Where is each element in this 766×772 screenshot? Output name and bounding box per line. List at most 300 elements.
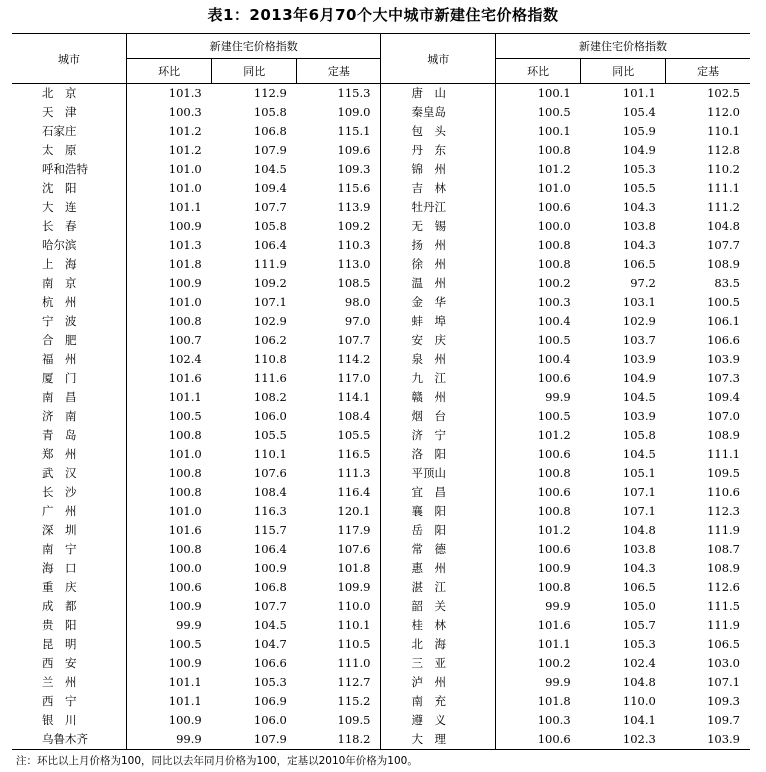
left-yoy-cell: 102.9 [253,314,287,328]
left-yoy-cell: 107.7 [253,200,287,214]
right-mom-cell: 101.2 [496,521,581,540]
left-yoy-cell: 105.5 [253,428,287,442]
left-mom-cell: 100.8 [127,483,212,502]
left-city-cell: 南 昌 [42,390,77,404]
right-city-cell: 泉 州 [381,350,496,369]
right-mom-cell: 100.6 [496,445,581,464]
table-row [12,445,750,464]
left-mom-cell: 101.3 [127,236,212,255]
header-city-right: 城市 [381,34,496,84]
left-base-cell: 111.0 [337,656,371,670]
left-yoy-cell: 107.7 [253,599,287,613]
right-city-cell: 丹 东 [381,141,496,160]
right-mom-cell: 100.8 [496,255,581,274]
right-yoy-cell: 103.9 [622,409,656,423]
left-city-cell: 昆 明 [42,637,77,651]
right-city-cell: 烟 台 [381,407,496,426]
left-yoy-cell: 106.4 [253,238,287,252]
table-row [12,350,750,369]
table-row [12,711,750,730]
table-row [12,616,750,635]
right-city-cell: 遵 义 [381,711,496,730]
left-yoy-cell: 107.9 [212,730,297,750]
right-mom-cell: 101.0 [496,179,581,198]
right-yoy-cell: 104.3 [622,561,656,575]
left-mom-cell: 100.5 [127,407,212,426]
left-base-cell: 110.0 [337,599,371,613]
right-base-cell: 108.7 [707,542,740,556]
table-row [12,559,750,578]
left-base-cell: 115.2 [337,694,371,708]
right-mom-cell: 100.5 [496,103,581,122]
left-base-cell: 118.2 [297,730,381,750]
right-base-cell: 106.6 [707,333,740,347]
right-city-cell: 九 江 [381,369,496,388]
left-yoy-cell: 104.5 [253,618,287,632]
left-mom-cell: 100.8 [127,464,212,483]
right-base-cell: 112.8 [707,143,740,157]
right-mom-cell: 100.3 [496,711,581,730]
left-city-cell: 西 安 [42,656,77,670]
left-yoy-cell: 115.7 [253,523,287,537]
left-yoy-cell: 112.9 [253,86,287,100]
right-city-cell: 南 充 [381,692,496,711]
left-city-cell: 南 京 [42,276,77,290]
left-base-cell: 113.0 [337,257,371,271]
left-yoy-cell: 111.9 [253,257,287,271]
right-base-cell: 110.1 [707,124,740,138]
right-mom-cell: 100.4 [496,350,581,369]
left-city-cell: 贵 阳 [42,618,77,632]
left-base-cell: 101.8 [337,561,371,575]
left-mom-cell: 101.1 [127,198,212,217]
header-city-left: 城市 [12,34,127,84]
right-base-cell: 111.1 [707,447,740,461]
right-base-cell: 108.9 [707,257,740,271]
left-mom-cell: 100.6 [127,578,212,597]
right-base-cell: 109.5 [707,466,740,480]
right-city-cell: 锦 州 [381,160,496,179]
left-yoy-cell: 108.2 [253,390,287,404]
left-base-cell: 120.1 [337,504,371,518]
left-yoy-cell: 106.4 [253,542,287,556]
header-mom-right: 环比 [496,59,581,84]
left-city-cell: 武 汉 [42,466,77,480]
right-base-cell: 103.0 [707,656,740,670]
right-mom-cell: 101.1 [496,635,581,654]
right-city-cell: 牡丹江 [381,198,496,217]
right-city-cell: 襄 阳 [381,502,496,521]
right-yoy-cell: 104.5 [622,447,656,461]
left-yoy-cell: 105.8 [253,219,287,233]
header-mom-left: 环比 [127,59,212,84]
right-yoy-cell: 104.3 [622,200,656,214]
right-base-cell: 108.9 [707,561,740,575]
header-yoy-left: 同比 [212,59,297,84]
left-mom-cell: 100.5 [127,635,212,654]
price-index-table [12,33,750,750]
right-city-cell: 岳 阳 [381,521,496,540]
left-base-cell: 108.4 [337,409,371,423]
left-mom-cell: 101.2 [127,122,212,141]
right-city-cell: 桂 林 [381,616,496,635]
left-city-cell: 青 岛 [42,428,77,442]
left-city-cell: 沈 阳 [42,181,77,195]
table-row [12,198,750,217]
right-city-cell: 洛 阳 [381,445,496,464]
left-base-cell: 110.3 [337,238,371,252]
right-mom-cell: 100.8 [496,236,581,255]
left-mom-cell: 101.3 [127,84,212,104]
left-base-cell: 107.6 [337,542,371,556]
right-mom-cell: 100.1 [496,84,581,104]
table-row [12,635,750,654]
right-mom-cell: 100.6 [496,369,581,388]
left-base-cell: 98.0 [344,295,371,309]
right-mom-cell: 100.8 [496,578,581,597]
left-base-cell: 107.7 [337,333,371,347]
table-row [12,464,750,483]
header-base-right: 定基 [666,59,750,84]
left-city-cell: 乌鲁木齐 [12,730,127,750]
left-mom-cell: 100.0 [127,559,212,578]
left-base-cell: 116.4 [337,485,371,499]
left-city-cell: 宁 波 [42,314,77,328]
left-city-cell: 济 南 [42,409,77,423]
left-base-cell: 109.9 [337,580,371,594]
right-yoy-cell: 104.3 [622,238,656,252]
right-yoy-cell: 104.8 [622,523,656,537]
left-base-cell: 108.5 [337,276,371,290]
left-base-cell: 114.2 [337,352,371,366]
right-mom-cell: 99.9 [496,388,581,407]
left-yoy-cell: 106.0 [253,713,287,727]
right-yoy-cell: 104.8 [622,675,656,689]
right-base-cell: 107.0 [707,409,740,423]
table-row [12,236,750,255]
left-mom-cell: 100.8 [127,312,212,331]
right-base-cell: 106.1 [707,314,740,328]
right-city-cell: 金 华 [381,293,496,312]
right-base-cell: 111.9 [707,618,740,632]
right-city-cell: 济 宁 [381,426,496,445]
left-yoy-cell: 106.8 [253,124,287,138]
left-mom-cell: 101.0 [127,502,212,521]
right-city-cell: 韶 关 [381,597,496,616]
left-mom-cell: 100.3 [127,103,212,122]
left-base-cell: 113.9 [337,200,371,214]
right-city-cell: 湛 江 [381,578,496,597]
right-city-cell: 吉 林 [381,179,496,198]
header-yoy-right: 同比 [581,59,666,84]
table-row [12,521,750,540]
right-yoy-cell: 101.1 [622,86,656,100]
table-row [12,692,750,711]
table-row [12,84,750,104]
right-yoy-cell: 105.3 [622,162,656,176]
right-city-cell: 徐 州 [381,255,496,274]
right-mom-cell: 100.6 [496,198,581,217]
right-city-cell: 赣 州 [381,388,496,407]
left-yoy-cell: 116.3 [253,504,287,518]
left-yoy-cell: 104.7 [253,637,287,651]
right-mom-cell: 100.6 [496,540,581,559]
left-mom-cell: 101.1 [127,692,212,711]
left-city-cell: 太 原 [42,143,77,157]
right-base-cell: 107.7 [707,238,740,252]
left-city-cell: 哈尔滨 [42,238,77,252]
right-mom-cell: 100.2 [496,654,581,673]
left-mom-cell: 101.6 [127,369,212,388]
header-group-left: 新建住宅价格指数 [127,34,381,59]
right-yoy-cell: 104.9 [622,371,656,385]
right-yoy-cell: 105.3 [622,637,656,651]
table-row [12,483,750,502]
right-base-cell: 100.5 [707,295,740,309]
left-mom-cell: 101.1 [127,673,212,692]
right-yoy-cell: 103.9 [622,352,656,366]
left-city-cell: 海 口 [42,561,77,575]
left-city-cell: 杭 州 [42,295,77,309]
table-row [12,654,750,673]
table-row [12,331,750,350]
left-city-cell: 深 圳 [42,523,77,537]
right-city-cell: 唐 山 [381,84,496,104]
left-base-cell: 110.5 [337,637,371,651]
right-base-cell: 104.8 [707,219,740,233]
left-yoy-cell: 107.1 [253,295,287,309]
right-base-cell: 102.5 [707,86,740,100]
right-city-cell: 泸 州 [381,673,496,692]
left-yoy-cell: 106.6 [253,656,287,670]
left-mom-cell: 101.6 [127,521,212,540]
right-yoy-cell: 107.1 [622,504,656,518]
left-city-cell: 西 宁 [42,694,77,708]
right-yoy-cell: 104.1 [622,713,656,727]
right-yoy-cell: 106.5 [622,580,656,594]
left-city-cell: 北 京 [42,86,77,100]
right-mom-cell: 100.6 [496,483,581,502]
right-base-cell: 111.5 [707,599,740,613]
table-row [12,103,750,122]
left-city-cell: 长 春 [42,219,77,233]
right-base-cell: 109.4 [707,390,740,404]
left-base-cell: 117.9 [337,523,371,537]
right-base-cell: 109.3 [707,694,740,708]
left-yoy-cell: 110.1 [253,447,287,461]
left-yoy-cell: 105.3 [253,675,287,689]
left-mom-cell: 101.1 [127,388,212,407]
right-mom-cell: 100.3 [496,293,581,312]
right-base-cell: 110.6 [707,485,740,499]
table-row [12,255,750,274]
left-mom-cell: 100.9 [127,654,212,673]
left-city-cell: 石家庄 [42,124,77,138]
left-base-cell: 115.1 [337,124,371,138]
right-base-cell: 108.9 [707,428,740,442]
right-base-cell: 103.9 [707,352,740,366]
right-city-cell: 无 锡 [381,217,496,236]
right-base-cell: 107.3 [707,371,740,385]
left-mom-cell: 100.8 [127,426,212,445]
table-row [12,312,750,331]
left-yoy-cell: 109.2 [253,276,287,290]
left-mom-cell: 101.2 [127,141,212,160]
left-base-cell: 109.2 [337,219,371,233]
header-group-right: 新建住宅价格指数 [496,34,750,59]
left-mom-cell: 100.8 [127,540,212,559]
right-mom-cell: 99.9 [496,673,581,692]
left-city-cell: 重 庆 [42,580,77,594]
left-base-cell: 105.5 [337,428,371,442]
left-base-cell: 111.3 [337,466,371,480]
right-yoy-cell: 102.9 [622,314,656,328]
left-city-cell: 成 都 [42,599,77,613]
left-mom-cell: 101.0 [127,445,212,464]
left-city-cell: 兰 州 [42,675,77,689]
table-row [12,578,750,597]
left-yoy-cell: 108.4 [253,485,287,499]
right-mom-cell: 100.8 [496,502,581,521]
left-base-cell: 109.0 [337,105,371,119]
left-city-cell: 银 川 [42,713,77,727]
right-mom-cell: 100.5 [496,331,581,350]
right-yoy-cell: 105.4 [622,105,656,119]
left-base-cell: 112.7 [337,675,371,689]
left-mom-cell: 100.7 [127,331,212,350]
table-row [12,597,750,616]
left-mom-cell: 100.9 [127,274,212,293]
left-base-cell: 97.0 [344,314,371,328]
right-city-cell: 大 理 [381,730,496,750]
left-mom-cell: 101.0 [127,293,212,312]
right-base-cell: 110.2 [707,162,740,176]
right-yoy-cell: 104.5 [622,390,656,404]
table-row [12,293,750,312]
table-row [12,141,750,160]
right-yoy-cell: 97.2 [630,276,656,290]
left-yoy-cell: 106.2 [253,333,287,347]
left-mom-cell: 102.4 [127,350,212,369]
left-city-cell: 南 宁 [42,542,77,556]
right-mom-cell: 101.2 [496,426,581,445]
footnote: 注：环比以上月价格为100，同比以去年同月价格为100，定基以2010年价格为100。 [16,755,418,767]
right-city-cell: 常 德 [381,540,496,559]
left-city-cell: 呼和浩特 [42,162,88,176]
table-row [12,673,750,692]
table-row [12,388,750,407]
header-base-left: 定基 [297,59,381,84]
table-row [12,122,750,141]
right-mom-cell: 100.9 [496,559,581,578]
right-yoy-cell: 103.8 [622,542,656,556]
right-mom-cell: 100.8 [496,141,581,160]
left-city-cell: 上 海 [42,257,77,271]
right-base-cell: 111.9 [707,523,740,537]
left-mom-cell: 101.0 [127,179,212,198]
left-yoy-cell: 106.9 [253,694,287,708]
table-row [12,179,750,198]
right-city-cell: 平顶山 [381,464,496,483]
right-base-cell: 103.9 [666,730,750,750]
right-base-cell: 111.1 [707,181,740,195]
right-base-cell: 107.1 [707,675,740,689]
right-city-cell: 温 州 [381,274,496,293]
right-mom-cell: 101.6 [496,616,581,635]
left-city-cell: 广 州 [42,504,77,518]
table-row [12,426,750,445]
right-base-cell: 109.7 [707,713,740,727]
right-mom-cell: 99.9 [496,597,581,616]
right-mom-cell: 101.2 [496,160,581,179]
left-base-cell: 116.5 [337,447,371,461]
left-base-cell: 114.1 [337,390,371,404]
right-mom-cell: 100.0 [496,217,581,236]
right-city-cell: 三 亚 [381,654,496,673]
left-base-cell: 109.3 [337,162,371,176]
right-yoy-cell: 103.1 [622,295,656,309]
table-row [12,502,750,521]
right-yoy-cell: 106.5 [622,257,656,271]
right-mom-cell: 100.8 [496,464,581,483]
left-city-cell: 郑 州 [42,447,77,461]
left-city-cell: 天 津 [42,105,77,119]
left-city-cell: 合 肥 [42,333,77,347]
right-mom-cell: 101.8 [496,692,581,711]
left-yoy-cell: 106.0 [253,409,287,423]
right-yoy-cell: 104.9 [622,143,656,157]
right-mom-cell: 100.1 [496,122,581,141]
left-yoy-cell: 110.8 [253,352,287,366]
right-base-cell: 111.2 [707,200,740,214]
right-yoy-cell: 105.9 [622,124,656,138]
left-yoy-cell: 104.5 [253,162,287,176]
right-city-cell: 宜 昌 [381,483,496,502]
right-yoy-cell: 105.1 [622,466,656,480]
left-city-cell: 厦 门 [42,371,77,385]
left-mom-cell: 100.9 [127,217,212,236]
left-mom-cell: 100.9 [127,597,212,616]
left-city-cell: 大 连 [42,200,77,214]
right-base-cell: 112.6 [707,580,740,594]
table-row [12,540,750,559]
right-mom-cell: 100.2 [496,274,581,293]
right-yoy-cell: 105.8 [622,428,656,442]
right-yoy-cell: 102.4 [622,656,656,670]
right-city-cell: 北 海 [381,635,496,654]
left-mom-cell: 101.0 [127,160,212,179]
right-yoy-cell: 105.5 [622,181,656,195]
right-yoy-cell: 105.0 [622,599,656,613]
table-row [12,160,750,179]
right-base-cell: 83.5 [714,276,740,290]
table-title: 表1：2013年6月70个大中城市新建住宅价格指数 [207,6,559,24]
left-mom-cell: 99.9 [127,616,212,635]
left-yoy-cell: 107.9 [253,143,287,157]
left-mom-cell: 101.8 [127,255,212,274]
table-row [12,274,750,293]
right-mom-cell: 100.6 [496,730,581,750]
left-base-cell: 115.3 [337,86,371,100]
left-yoy-cell: 106.8 [253,580,287,594]
left-mom-cell: 100.9 [127,711,212,730]
left-mom-cell: 99.9 [127,730,212,750]
table-row [12,217,750,236]
right-yoy-cell: 107.1 [622,485,656,499]
right-city-cell: 蚌 埠 [381,312,496,331]
left-city-cell: 福 州 [42,352,77,366]
right-yoy-cell: 103.8 [622,219,656,233]
